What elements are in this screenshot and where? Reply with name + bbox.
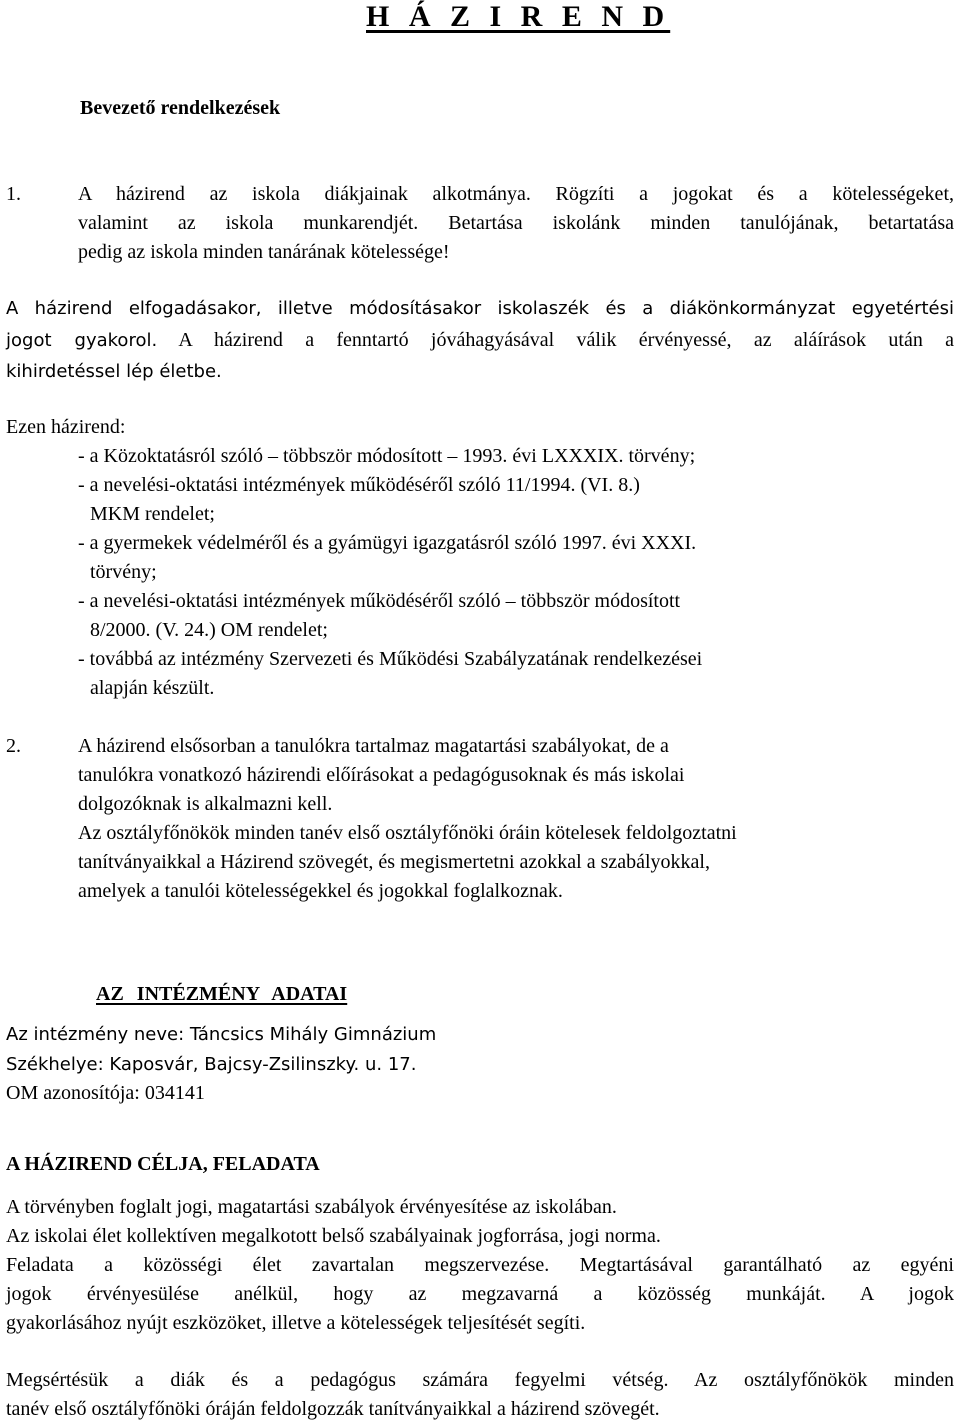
goal-line: Az iskolai élet kollektíven megalkotott belső szabályainak jogforrása, jogi norma. [6, 1225, 661, 1247]
law-item-continued: alapján készült. [90, 677, 215, 699]
adoption-line [6, 326, 954, 355]
adoption-text-serif: A házirend a fenntartó jóváhagyásával válik érvényessé, az aláírások után a [157, 329, 955, 351]
paragraph-2-line: Az osztályfőnökök minden tanév első osztályfőnöki óráin kötelesek feldolgoztatni [78, 822, 737, 844]
institution-om-id: OM azonosítója: 034141 [6, 1082, 205, 1104]
paragraph-1-line: A házirend az iskola diákjainak alkotmánya. Rögzíti a jogokat és a kötelességeket, [78, 183, 954, 205]
paragraph-2-line: dolgozóknak is alkalmazni kell. [78, 793, 333, 815]
adoption-line: kihirdetéssel lép életbe. [6, 361, 222, 382]
final-paragraph-line: tanév első osztályfőnöki óráján feldolgozzák tanítványaikkal a házirend szövegét. [6, 1398, 660, 1420]
paragraph-2-line: tanítványaikkal a Házirend szövegét, és megismertetni azokkal a szabályokkal, [78, 851, 710, 873]
law-item: - a nevelési-oktatási intézmények működéséről szóló 11/1994. (VI. 8.) [78, 474, 640, 496]
goal-line: gyakorlásához nyújt eszközöket, illetve a kötelességek teljesítését segíti. [6, 1312, 586, 1334]
goal-heading: A HÁZIREND CÉLJA, FELADATA [6, 1153, 320, 1175]
law-item: - a Közoktatásról szóló – többször módosított – 1993. évi LXXXIX. törvény; [78, 445, 696, 467]
paragraph-2-line: tanulókra vonatkozó házirendi előírásokat a pedagógusoknak és más iskolai [78, 764, 685, 786]
goal-line: A törvényben foglalt jogi, magatartási szabályok érvényesítése az iskolában. [6, 1196, 617, 1218]
institution-heading: AZ INTÉZMÉNY ADATAI [96, 983, 348, 1005]
institution-name: Az intézmény neve: Táncsics Mihály Gimnázium [6, 1024, 437, 1045]
adoption-line: A házirend elfogadásakor, illetve módosításakor iskolaszék és a diákönkormányzat egyetértési [6, 298, 954, 319]
paragraph-2-line: A házirend elsősorban a tanulókra tartalmaz magatartási szabályokat, de a [78, 735, 669, 757]
section-number-1: 1. [6, 183, 21, 205]
goal-line: Feladata a közösségi élet zavartalan megszervezése. Megtartásával garantálható az egyéni [6, 1254, 954, 1276]
law-item-continued: törvény; [90, 561, 157, 583]
document-title: H Á Z I R E N D [366, 0, 671, 33]
institution-seat: Székhelye: Kaposvár, Bajcsy-Zsilinszky. u. 17. [6, 1054, 417, 1075]
paragraph-2-line: amelyek a tanulói kötelességekkel és jogokkal foglalkoznak. [78, 880, 563, 902]
adoption-text-sans: jogot gyakorol. [6, 330, 158, 351]
law-item: - a nevelési-oktatási intézmények működéséről szóló – többször módosított [78, 590, 681, 612]
law-item-continued: MKM rendelet; [90, 503, 215, 525]
goal-line: jogok érvényesülése anélkül, hogy az megzavarná a közösség munkáját. A jogok [6, 1283, 954, 1305]
ezen-label: Ezen házirend: [6, 416, 126, 438]
law-item: - továbbá az intézmény Szervezeti és Működési Szabályzatának rendelkezései [78, 648, 703, 670]
paragraph-1-line: pedig az iskola minden tanárának kötelessége! [78, 241, 450, 263]
law-item-continued: 8/2000. (V. 24.) OM rendelet; [90, 619, 328, 641]
paragraph-1-line: valamint az iskola munkarendjét. Betartása iskolánk minden tanulójának, betartatása [78, 212, 954, 234]
intro-heading: Bevezető rendelkezések [80, 97, 281, 119]
law-item: - a gyermekek védelméről és a gyámügyi igazgatásról szóló 1997. évi XXXI. [78, 532, 697, 554]
final-paragraph-line: Megsértésük a diák és a pedagógus számára fegyelmi vétség. Az osztályfőnökök minden [6, 1369, 954, 1391]
section-number-2: 2. [6, 735, 21, 757]
